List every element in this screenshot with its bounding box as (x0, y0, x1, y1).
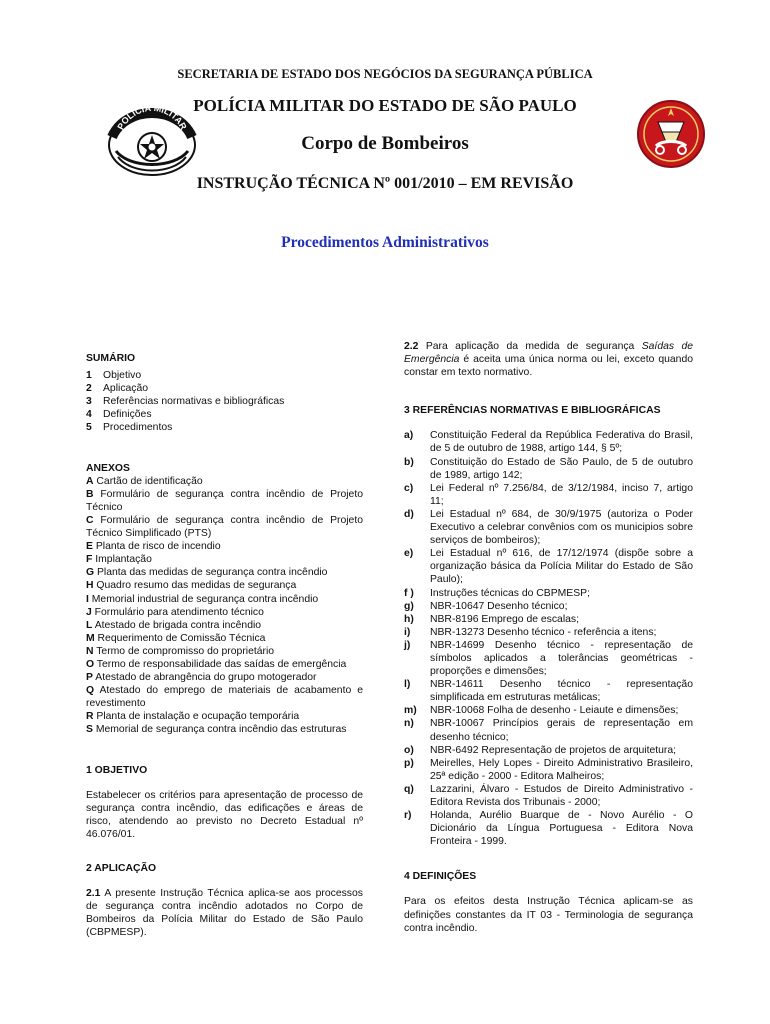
summary-item: 4 Definições (86, 409, 152, 421)
annex-list (86, 462, 363, 737)
left-column (86, 352, 363, 939)
reference-item: p) Meirelles, Hely Lopes - Direito Administrativo Brasileiro, 25ª edição - 2000 - Editora Malheiros; (404, 757, 693, 782)
application-paragraph-2-2: 2.2 Para aplicação da medida de segurança Saídas de Emergência é aceita uma única norma ou lei, exceto quando constar em texto normativo. (404, 341, 694, 379)
reference-item: q) Lazzarini, Álvaro - Estudos de Direito Administrativo - Editora Revista dos Tribunais - 2000; (404, 783, 693, 808)
reference-item: g) NBR-10647 Desenho técnico; (404, 600, 568, 612)
annex-item: J Formulário para atendimento técnico (86, 606, 264, 618)
corpo-de-bombeiros-emblem-icon (636, 98, 706, 170)
reference-item: f ) Instruções técnicas do CBPMESP; (404, 587, 590, 599)
annex-item: H Quadro resumo das medidas de segurança (86, 580, 297, 592)
summary-item: 1 Objetivo (86, 370, 142, 382)
reference-item: j) NBR-14699 Desenho técnico - representação de símbolos aplicados a tolerâncias geométricas - proporções e dimensões; (404, 639, 693, 678)
annex-item: P Atestado de abrangência do grupo motogerador (86, 672, 317, 684)
reference-item: r) Holanda, Aurélio Buarque de - Novo Aurélio - O Dicionário da Língua Portuguesa - Editora Nova Fronteira - 1999. (404, 810, 693, 848)
department-name: Corpo de Bombeiros (301, 133, 469, 154)
annex-item: E Planta de risco de incendio (86, 541, 221, 553)
annex-item: L Atestado de brigada contra incêndio (86, 619, 262, 631)
application-paragraph-2-1: 2.1 A presente Instrução Técnica aplica-se aos processos de segurança contra incêndio adotados no Corpo de Bombeiros da Polícia Militar do Estado de São Paulo (CBPMESP). (86, 888, 363, 939)
objective-text: Estabelecer os critérios para apresentação de processo de segurança contra incêndio, das edificações e áreas de risco, atendendo ao previsto no Decreto Estadual nº 46.076/01. (86, 789, 363, 840)
reference-item: m) NBR-10068 Folha de desenho - Leiaute e dimensões; (404, 705, 679, 717)
annex-item: Q Atestado do emprego de materiais de acabamento e revestimento (86, 685, 363, 710)
reference-item: a) Constituição Federal da República Federativa do Brasil, de 5 de outubro de 1988, artigo 144, § 5º; (404, 430, 693, 455)
reference-item: o) NBR-6492 Representação de projetos de arquitetura; (404, 744, 677, 756)
reference-item: n) NBR-10067 Princípios gerais de representação em desenho técnico; (404, 718, 693, 743)
references-title: 3 REFERÊNCIAS NORMATIVAS E BIBLIOGRÁFICAS (404, 405, 661, 417)
agency-name: SECRETARIA DE ESTADO DOS NEGÓCIOS DA SEGURANÇA PÚBLICA (177, 67, 593, 81)
annex-item: C Formulário de segurança contra incêndio de Projeto Técnico Simplificado (PTS) (86, 514, 363, 540)
annex-item: F Implantação (86, 554, 152, 566)
organization-name: POLÍCIA MILITAR DO ESTADO DE SÃO PAULO (193, 96, 577, 115)
reference-item: c) Lei Federal nº 7.256/84, de 3/12/1984, inciso 7, artigo 11; (404, 482, 693, 507)
instruction-title: INSTRUÇÃO TÉCNICA Nº 001/2010 – EM REVISÃO (196, 175, 574, 192)
annex-item: S Memorial de segurança contra incêndio das estruturas (86, 724, 347, 736)
references-list (404, 429, 693, 848)
annex-item: O Termo de responsabilidade das saídas de emergência (86, 658, 347, 670)
annex-title: ANEXOS (86, 462, 130, 474)
reference-item: b) Constituição do Estado de São Paulo, de 5 de outubro de 1989, artigo 142; (404, 456, 693, 481)
policia-militar-emblem-icon (106, 97, 198, 179)
summary-item: 5 Procedimentos (86, 422, 173, 434)
annex-item: R Planta de instalação e ocupação temporária (86, 711, 300, 723)
reference-item: h) NBR-8196 Emprego de escalas; (404, 613, 580, 625)
summary-item: 2 Aplicação (86, 383, 149, 395)
application-title: 2 APLICAÇÃO (86, 863, 157, 874)
annex-item: N Termo de compromisso do proprietário (86, 645, 275, 657)
definitions-text: Para os efeitos desta Instrução Técnica aplicam-se as definições constantes da IT 03 - Terminologia de segurança contra incêndio. (404, 896, 693, 934)
annex-item: B Formulário de segurança contra incêndio de Projeto Técnico (86, 488, 363, 513)
reference-item: d) Lei Estadual nº 684, de 30/9/1975 (autoriza o Poder Executivo a celebrar convênios com os municipios sobre serviços de bombeiros); (404, 508, 693, 547)
summary-item: 3 Referências normativas e bibliográficas (86, 396, 285, 408)
reference-item: e) Lei Estadual nº 616, de 17/12/1974 (dispõe sobre a organização básica da Polícia Militar do Estado de São Paulo); (404, 548, 693, 586)
definitions-title: 4 DEFINIÇÕES (404, 871, 477, 883)
objective-title: 1 OBJETIVO (86, 764, 148, 776)
annex-item: M Requerimento de Comissão Técnica (86, 632, 266, 644)
document-subtitle: Procedimentos Administrativos (281, 234, 489, 251)
annex-item: G Planta das medidas de segurança contra incêndio (86, 567, 328, 579)
annex-item: A Cartão de identificação (86, 475, 203, 487)
summary-list (86, 369, 363, 434)
right-column (404, 340, 693, 935)
reference-item: l) NBR-14611 Desenho técnico - representação simplificada em estruturas metálicas; (404, 679, 693, 704)
annex-item: I Memorial industrial de segurança contra incêndio (86, 593, 319, 605)
svg-text:POLÍCIA MILITAR: POLÍCIA MILITAR (115, 102, 189, 132)
summary-title: SUMÁRIO (86, 353, 136, 364)
reference-item: i) NBR-13273 Desenho técnico - referência a itens; (404, 626, 657, 638)
